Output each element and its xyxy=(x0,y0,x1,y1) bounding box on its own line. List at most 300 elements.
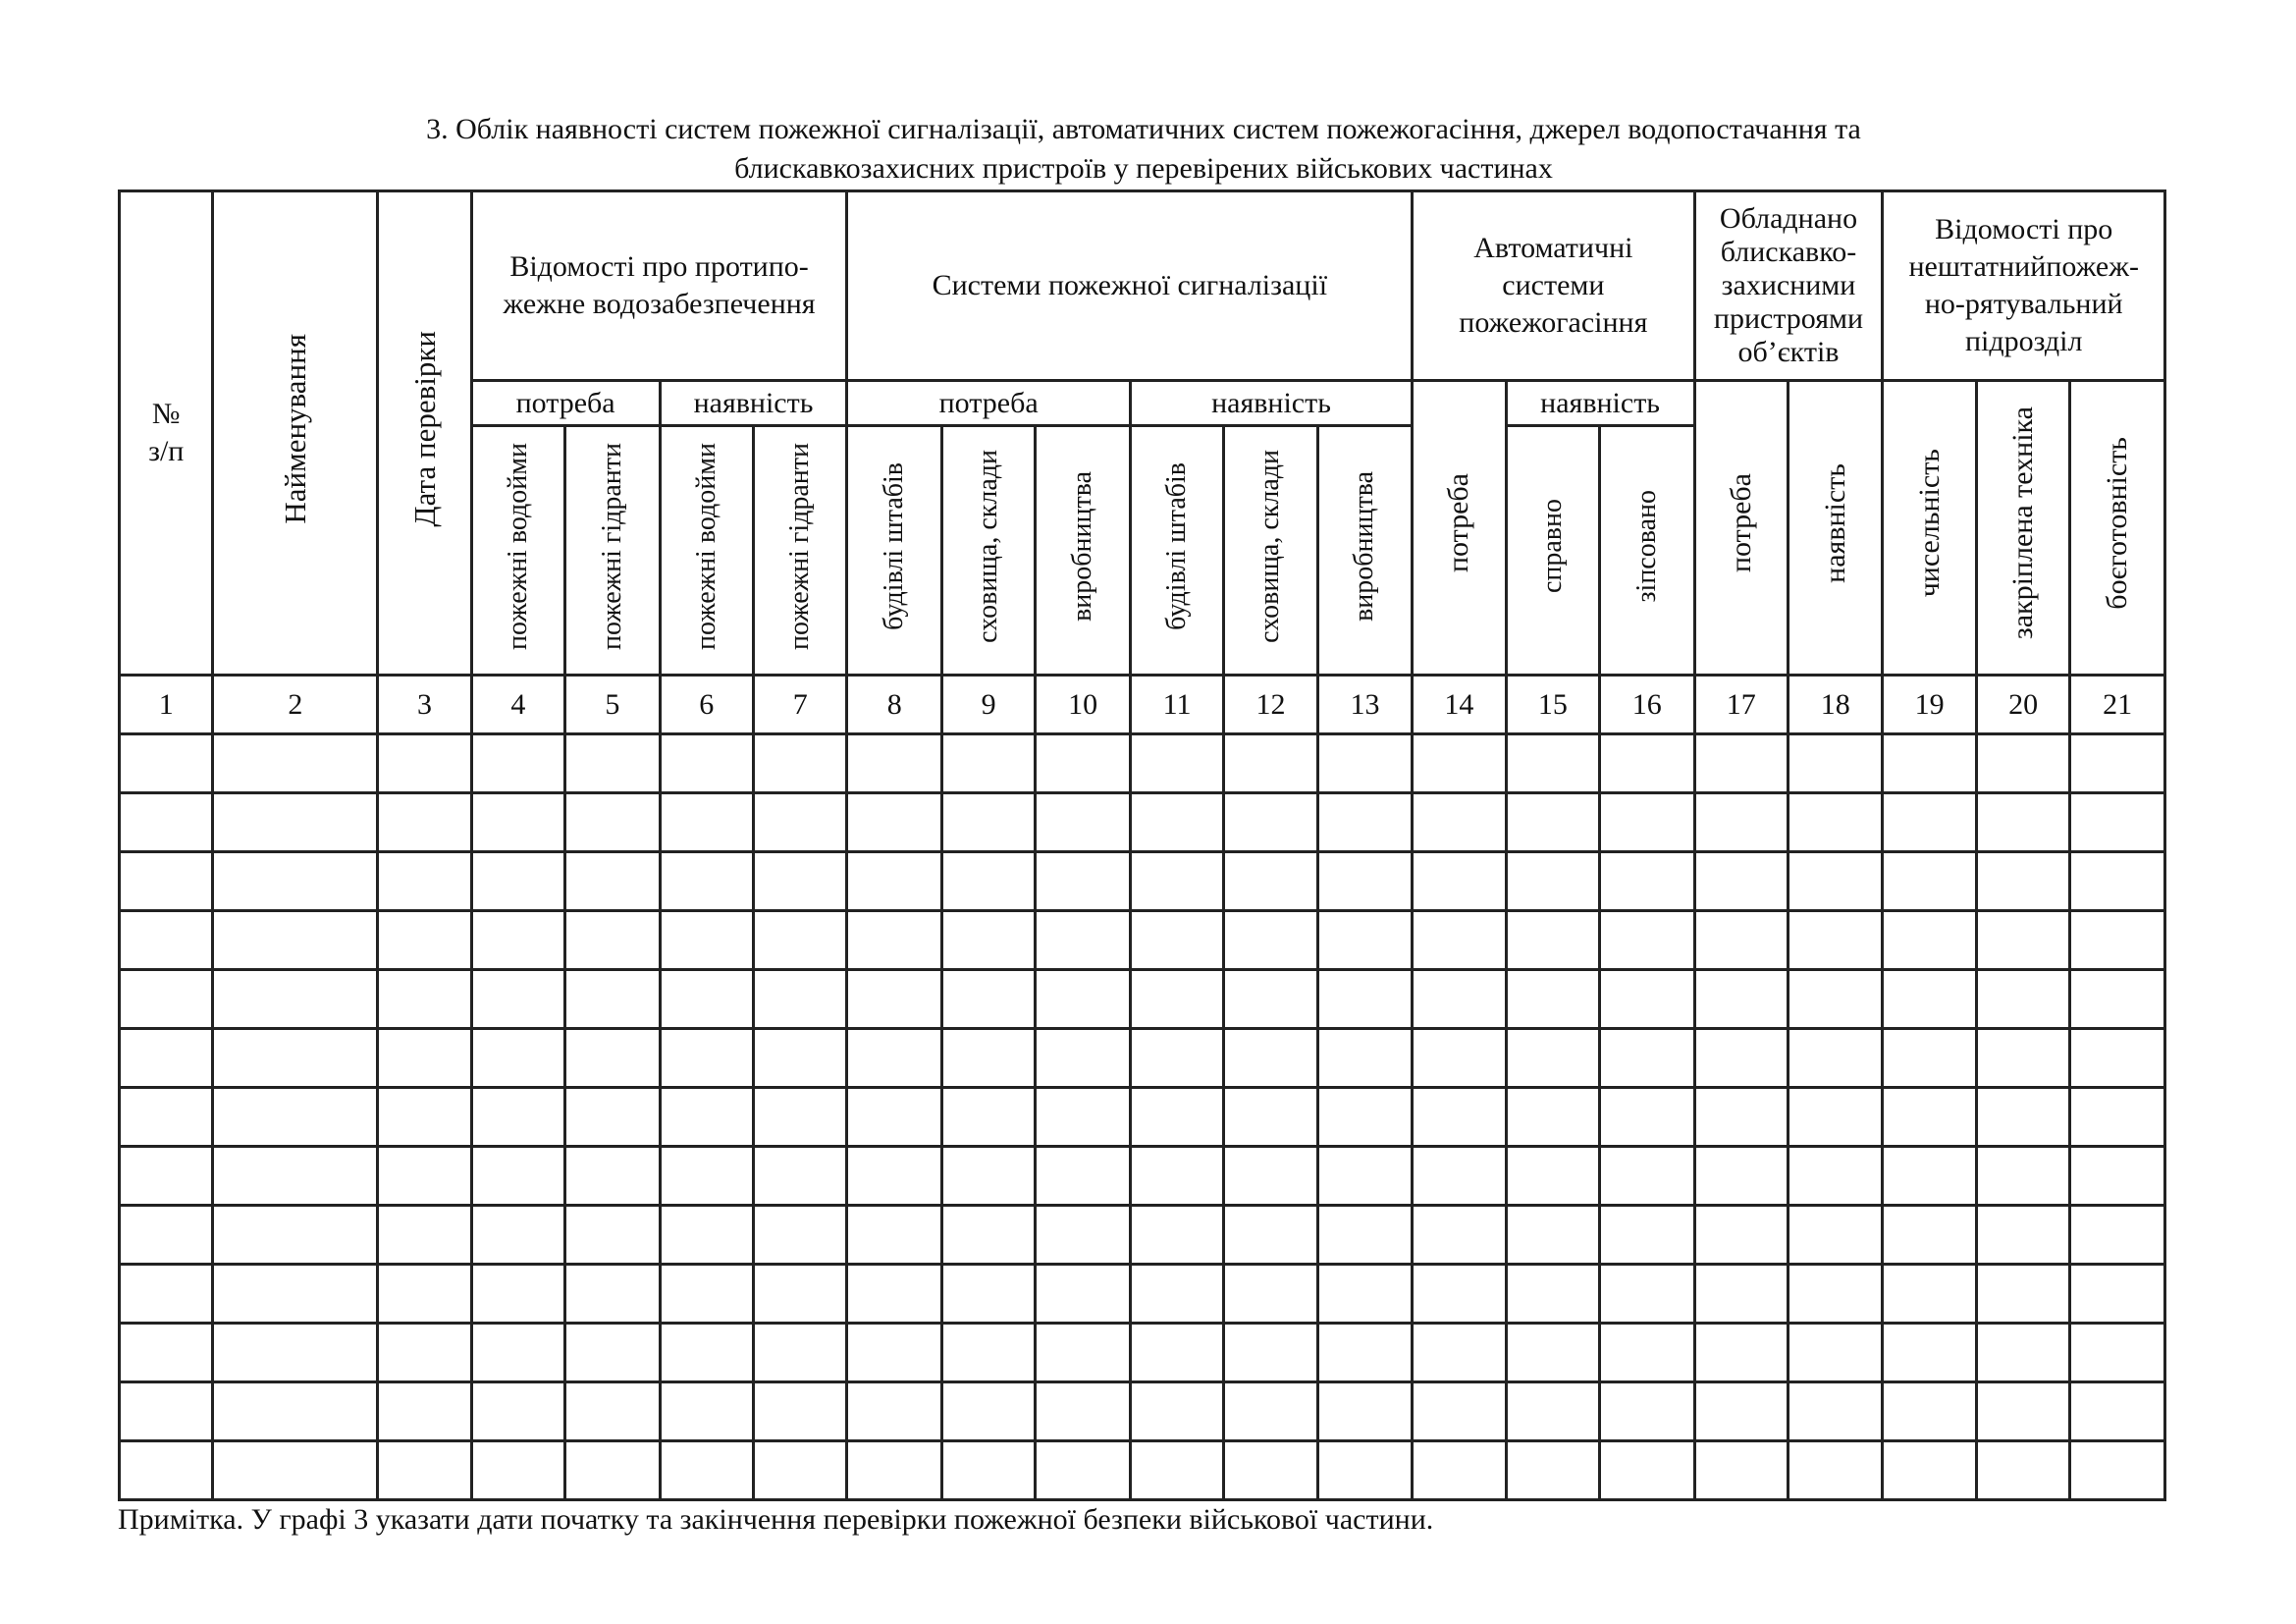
table-cell[interactable] xyxy=(1883,1265,1976,1324)
table-cell[interactable] xyxy=(1036,852,1130,911)
table-cell[interactable] xyxy=(1224,793,1317,852)
table-cell[interactable] xyxy=(941,1265,1035,1324)
header-auto-group: Автоматичні системи пожежогасіння xyxy=(1413,191,1694,381)
table-cell[interactable] xyxy=(1788,734,1882,793)
table-cell[interactable] xyxy=(1506,970,1599,1029)
table-cell[interactable] xyxy=(660,1206,753,1265)
header-alarm-col-13: виробництва xyxy=(1317,426,1413,676)
table-cell[interactable] xyxy=(1694,1324,1788,1382)
table-cell[interactable] xyxy=(1788,970,1882,1029)
table-cell[interactable] xyxy=(1976,1029,2069,1088)
table-cell[interactable] xyxy=(1883,734,1976,793)
table-cell[interactable] xyxy=(471,1029,564,1088)
table-cell[interactable] xyxy=(2070,911,2165,970)
table-cell[interactable] xyxy=(1506,793,1599,852)
table-cell[interactable] xyxy=(1036,1382,1130,1441)
table-cell[interactable] xyxy=(565,1265,660,1324)
table-cell[interactable] xyxy=(1976,970,2069,1029)
table-cell[interactable] xyxy=(753,1265,846,1324)
table-cell[interactable] xyxy=(471,1441,564,1500)
table-cell[interactable] xyxy=(847,1088,941,1147)
table-cell[interactable] xyxy=(2070,734,2165,793)
table-cell[interactable] xyxy=(565,1029,660,1088)
table-cell[interactable] xyxy=(847,1147,941,1206)
table-cell[interactable] xyxy=(660,852,753,911)
table-cell[interactable] xyxy=(120,911,213,970)
table-cell[interactable] xyxy=(1224,852,1317,911)
table-cell[interactable] xyxy=(378,1029,471,1088)
table-cell[interactable] xyxy=(1224,970,1317,1029)
table-cell[interactable] xyxy=(660,1088,753,1147)
table-cell[interactable] xyxy=(1976,1206,2069,1265)
table-cell[interactable] xyxy=(1883,1147,1976,1206)
table-cell[interactable] xyxy=(1413,1382,1506,1441)
table-cell[interactable] xyxy=(565,1088,660,1147)
table-cell[interactable] xyxy=(1317,1382,1413,1441)
table-cell[interactable] xyxy=(471,1382,564,1441)
table-cell[interactable] xyxy=(1600,1265,1694,1324)
table-cell[interactable] xyxy=(1224,1382,1317,1441)
table-cell[interactable] xyxy=(847,1441,941,1500)
table-cell[interactable] xyxy=(378,793,471,852)
table-cell[interactable] xyxy=(2070,1206,2165,1265)
table-cell[interactable] xyxy=(471,911,564,970)
table-cell[interactable] xyxy=(565,1147,660,1206)
table-cell[interactable] xyxy=(2070,1324,2165,1382)
table-cell[interactable] xyxy=(1883,1029,1976,1088)
table-cell[interactable] xyxy=(1506,911,1599,970)
table-cell[interactable] xyxy=(1600,970,1694,1029)
table-cell[interactable] xyxy=(120,1206,213,1265)
table-cell[interactable] xyxy=(941,1382,1035,1441)
table-cell[interactable] xyxy=(1506,1441,1599,1500)
table-cell[interactable] xyxy=(378,1147,471,1206)
table-cell[interactable] xyxy=(120,1265,213,1324)
table-cell[interactable] xyxy=(378,734,471,793)
table-cell[interactable] xyxy=(1036,1324,1130,1382)
table-cell[interactable] xyxy=(1694,1088,1788,1147)
column-number: 18 xyxy=(1788,676,1882,734)
table-cell[interactable] xyxy=(1788,1265,1882,1324)
table-cell[interactable] xyxy=(565,911,660,970)
table-cell[interactable] xyxy=(1036,970,1130,1029)
table-cell[interactable] xyxy=(1224,1441,1317,1500)
table-cell[interactable] xyxy=(1976,1382,2069,1441)
table-cell[interactable] xyxy=(753,1029,846,1088)
column-number: 11 xyxy=(1130,676,1223,734)
header-alarm-have: наявність xyxy=(1130,381,1412,426)
table-cell[interactable] xyxy=(1883,1441,1976,1500)
table-cell[interactable] xyxy=(378,1382,471,1441)
table-cell[interactable] xyxy=(1224,1029,1317,1088)
table-cell[interactable] xyxy=(471,852,564,911)
table-cell[interactable] xyxy=(660,793,753,852)
table-cell[interactable] xyxy=(1317,1029,1413,1088)
table-cell[interactable] xyxy=(213,1441,378,1500)
table-cell[interactable] xyxy=(1413,1029,1506,1088)
table-cell[interactable] xyxy=(213,970,378,1029)
table-cell[interactable] xyxy=(753,793,846,852)
table-cell[interactable] xyxy=(1413,1265,1506,1324)
table-cell[interactable] xyxy=(1788,1441,1882,1500)
table-cell[interactable] xyxy=(1506,852,1599,911)
table-cell[interactable] xyxy=(660,1265,753,1324)
table-cell[interactable] xyxy=(753,1147,846,1206)
table-cell[interactable] xyxy=(213,1088,378,1147)
table-cell[interactable] xyxy=(1883,1324,1976,1382)
table-cell[interactable] xyxy=(1600,793,1694,852)
table-cell[interactable] xyxy=(1413,852,1506,911)
table-cell[interactable] xyxy=(1976,1265,2069,1324)
table-cell[interactable] xyxy=(1694,1441,1788,1500)
table-cell[interactable] xyxy=(1130,734,1223,793)
table-cell[interactable] xyxy=(941,970,1035,1029)
table-cell[interactable] xyxy=(1694,911,1788,970)
table-cell[interactable] xyxy=(2070,793,2165,852)
column-number: 9 xyxy=(941,676,1035,734)
table-cell[interactable] xyxy=(1317,1088,1413,1147)
table-cell[interactable] xyxy=(1788,1088,1882,1147)
table-cell[interactable] xyxy=(565,734,660,793)
table-cell[interactable] xyxy=(1694,1265,1788,1324)
table-cell[interactable] xyxy=(847,1029,941,1088)
table-cell[interactable] xyxy=(1036,1441,1130,1500)
table-cell[interactable] xyxy=(1224,1265,1317,1324)
header-lightning-have: наявність xyxy=(1788,381,1882,676)
table-cell[interactable] xyxy=(565,852,660,911)
table-cell[interactable] xyxy=(1788,852,1882,911)
header-date: Дата перевірки xyxy=(378,191,471,676)
table-cell[interactable] xyxy=(213,1147,378,1206)
table-cell[interactable] xyxy=(1788,911,1882,970)
table-cell[interactable] xyxy=(1694,1206,1788,1265)
table-cell[interactable] xyxy=(471,793,564,852)
table-cell[interactable] xyxy=(1506,1029,1599,1088)
table-cell[interactable] xyxy=(660,1441,753,1500)
table-cell[interactable] xyxy=(941,793,1035,852)
table-cell[interactable] xyxy=(213,852,378,911)
table-cell[interactable] xyxy=(1694,1147,1788,1206)
table-cell[interactable] xyxy=(941,1029,1035,1088)
table-cell[interactable] xyxy=(1600,1441,1694,1500)
table-cell[interactable] xyxy=(1600,734,1694,793)
table-cell[interactable] xyxy=(1976,793,2069,852)
table-cell[interactable] xyxy=(213,911,378,970)
table-cell[interactable] xyxy=(1600,1088,1694,1147)
table-cell[interactable] xyxy=(660,911,753,970)
table-cell[interactable] xyxy=(1976,1147,2069,1206)
table-cell[interactable] xyxy=(1600,1382,1694,1441)
table-cell[interactable] xyxy=(1694,734,1788,793)
table-cell[interactable] xyxy=(213,793,378,852)
table-cell[interactable] xyxy=(1976,911,2069,970)
table-cell[interactable] xyxy=(1788,793,1882,852)
table-cell[interactable] xyxy=(753,1441,846,1500)
table-cell[interactable] xyxy=(1317,852,1413,911)
table-cell[interactable] xyxy=(378,1265,471,1324)
table-cell[interactable] xyxy=(565,1206,660,1265)
table-cell[interactable] xyxy=(1036,1147,1130,1206)
table-cell[interactable] xyxy=(1317,1324,1413,1382)
table-cell[interactable] xyxy=(471,1206,564,1265)
header-water-col-7: пожежні гідранти xyxy=(753,426,846,676)
table-cell[interactable] xyxy=(1317,734,1413,793)
table-cell[interactable] xyxy=(1600,1147,1694,1206)
table-cell[interactable] xyxy=(378,970,471,1029)
table-cell[interactable] xyxy=(1883,970,1976,1029)
table-cell[interactable] xyxy=(1600,1029,1694,1088)
table-cell[interactable] xyxy=(1976,734,2069,793)
table-cell[interactable] xyxy=(471,734,564,793)
table-cell[interactable] xyxy=(1788,1029,1882,1088)
header-water-col-4: пожежні водойми xyxy=(471,426,564,676)
table-cell[interactable] xyxy=(1694,852,1788,911)
table-cell[interactable] xyxy=(847,911,941,970)
table-cell[interactable] xyxy=(1694,1029,1788,1088)
table-cell[interactable] xyxy=(1976,1324,2069,1382)
table-cell[interactable] xyxy=(1130,1324,1223,1382)
table-cell[interactable] xyxy=(941,911,1035,970)
table-cell[interactable] xyxy=(1224,734,1317,793)
column-number-row-cells xyxy=(120,676,2165,734)
table-cell[interactable] xyxy=(1413,793,1506,852)
header-water-col-5: пожежні гідранти xyxy=(565,426,660,676)
header-water-col-6: пожежні водойми xyxy=(660,426,753,676)
table-cell[interactable] xyxy=(847,1206,941,1265)
fire-safety-table xyxy=(118,189,2166,1501)
table-cell[interactable] xyxy=(1413,970,1506,1029)
table-cell[interactable] xyxy=(753,911,846,970)
table-cell[interactable] xyxy=(1883,793,1976,852)
table-cell[interactable] xyxy=(565,970,660,1029)
table-cell[interactable] xyxy=(213,1206,378,1265)
table-cell[interactable] xyxy=(941,1147,1035,1206)
table-cell[interactable] xyxy=(753,1324,846,1382)
table-cell[interactable] xyxy=(565,793,660,852)
table-cell[interactable] xyxy=(1694,793,1788,852)
table-cell[interactable] xyxy=(1317,1206,1413,1265)
table-cell[interactable] xyxy=(1130,1265,1223,1324)
table-cell[interactable] xyxy=(1130,1029,1223,1088)
column-number: 3 xyxy=(378,676,471,734)
table-cell[interactable] xyxy=(378,852,471,911)
table-cell[interactable] xyxy=(1600,1324,1694,1382)
table-cell[interactable] xyxy=(1976,852,2069,911)
table-cell[interactable] xyxy=(2070,1029,2165,1088)
table-cell[interactable] xyxy=(471,1088,564,1147)
table-cell[interactable] xyxy=(1317,911,1413,970)
table-cell[interactable] xyxy=(1976,1088,2069,1147)
table-cell[interactable] xyxy=(378,1324,471,1382)
table-cell[interactable] xyxy=(1883,1382,1976,1441)
table-cell[interactable] xyxy=(1413,1441,1506,1500)
table-cell[interactable] xyxy=(1413,1147,1506,1206)
table-cell[interactable] xyxy=(1506,1382,1599,1441)
table-cell[interactable] xyxy=(1130,852,1223,911)
table-cell[interactable] xyxy=(660,734,753,793)
table-cell[interactable] xyxy=(1413,1088,1506,1147)
column-number: 1 xyxy=(120,676,213,734)
table-cell[interactable] xyxy=(753,1088,846,1147)
table-cell[interactable] xyxy=(1506,1324,1599,1382)
header-alarm-col-12: сховища, склади xyxy=(1224,426,1317,676)
table-cell[interactable] xyxy=(1413,1324,1506,1382)
table-cell[interactable] xyxy=(213,1382,378,1441)
table-cell[interactable] xyxy=(941,1441,1035,1500)
table-cell[interactable] xyxy=(378,911,471,970)
table-cell[interactable] xyxy=(1317,970,1413,1029)
table-cell[interactable] xyxy=(565,1324,660,1382)
table-cell[interactable] xyxy=(941,734,1035,793)
table-cell[interactable] xyxy=(941,1324,1035,1382)
table-cell[interactable] xyxy=(660,970,753,1029)
table-cell[interactable] xyxy=(941,852,1035,911)
table-cell[interactable] xyxy=(660,1324,753,1382)
table-cell[interactable] xyxy=(941,1088,1035,1147)
table-cell[interactable] xyxy=(1224,1147,1317,1206)
table-cell[interactable] xyxy=(1506,1206,1599,1265)
table-cell[interactable] xyxy=(847,734,941,793)
table-cell[interactable] xyxy=(660,1029,753,1088)
table-cell[interactable] xyxy=(1788,1206,1882,1265)
table-cell[interactable] xyxy=(1036,734,1130,793)
table-cell[interactable] xyxy=(471,1265,564,1324)
table-cell[interactable] xyxy=(1036,1265,1130,1324)
header-number: № з/п xyxy=(120,191,213,676)
table-cell[interactable] xyxy=(1600,1206,1694,1265)
table-cell[interactable] xyxy=(941,1206,1035,1265)
table-cell[interactable] xyxy=(753,852,846,911)
table-cell[interactable] xyxy=(2070,1265,2165,1324)
table-cell[interactable] xyxy=(1788,1324,1882,1382)
table-cell[interactable] xyxy=(120,1324,213,1382)
table-cell[interactable] xyxy=(1130,793,1223,852)
table-cell[interactable] xyxy=(1506,734,1599,793)
table-cell[interactable] xyxy=(1694,1382,1788,1441)
table-cell[interactable] xyxy=(1413,1206,1506,1265)
table-cell[interactable] xyxy=(213,1029,378,1088)
table-cell[interactable] xyxy=(1788,1147,1882,1206)
table-cell[interactable] xyxy=(1883,852,1976,911)
table-cell[interactable] xyxy=(1036,793,1130,852)
table-cell[interactable] xyxy=(213,1324,378,1382)
table-cell[interactable] xyxy=(660,1147,753,1206)
header-alarm-need: потреба xyxy=(847,381,1130,426)
table-cell[interactable] xyxy=(753,1382,846,1441)
table-cell[interactable] xyxy=(1788,1382,1882,1441)
table-cell[interactable] xyxy=(1317,1265,1413,1324)
table-cell[interactable] xyxy=(2070,852,2165,911)
header-alarm-col-8: будівлі штабів xyxy=(847,426,941,676)
table-cell[interactable] xyxy=(120,1382,213,1441)
table-cell[interactable] xyxy=(1130,1382,1223,1441)
table-cell[interactable] xyxy=(120,970,213,1029)
table-cell[interactable] xyxy=(847,852,941,911)
table-cell[interactable] xyxy=(1036,1088,1130,1147)
table-cell[interactable] xyxy=(378,1088,471,1147)
table-cell[interactable] xyxy=(753,734,846,793)
table-cell[interactable] xyxy=(753,970,846,1029)
table-cell[interactable] xyxy=(1130,1441,1223,1500)
table-cell[interactable] xyxy=(2070,1088,2165,1147)
table-cell[interactable] xyxy=(1130,1088,1223,1147)
header-auto-col-16: зіпсовано xyxy=(1600,426,1694,676)
table-cell[interactable] xyxy=(1036,911,1130,970)
table-cell[interactable] xyxy=(471,970,564,1029)
table-cell[interactable] xyxy=(120,1029,213,1088)
table-cell[interactable] xyxy=(1413,911,1506,970)
table-cell[interactable] xyxy=(1976,1441,2069,1500)
table-cell[interactable] xyxy=(847,1382,941,1441)
header-name: Найменування xyxy=(213,191,378,676)
table-cell[interactable] xyxy=(1130,911,1223,970)
table-cell[interactable] xyxy=(1317,1147,1413,1206)
table-row xyxy=(120,1147,2165,1206)
table-cell[interactable] xyxy=(847,1265,941,1324)
table-cell[interactable] xyxy=(1506,1265,1599,1324)
table-cell[interactable] xyxy=(120,1441,213,1500)
table-cell[interactable] xyxy=(565,1441,660,1500)
table-cell[interactable] xyxy=(2070,1441,2165,1500)
table-cell[interactable] xyxy=(1600,911,1694,970)
table-cell[interactable] xyxy=(1506,1088,1599,1147)
table-cell[interactable] xyxy=(1883,1088,1976,1147)
table-cell[interactable] xyxy=(1883,1206,1976,1265)
table-row xyxy=(120,1088,2165,1147)
table-cell[interactable] xyxy=(1506,1147,1599,1206)
table-cell[interactable] xyxy=(1224,1324,1317,1382)
table-cell[interactable] xyxy=(1130,970,1223,1029)
table-cell[interactable] xyxy=(1694,970,1788,1029)
table-cell[interactable] xyxy=(2070,1147,2165,1206)
table-cell[interactable] xyxy=(1224,911,1317,970)
table-cell[interactable] xyxy=(213,734,378,793)
table-cell[interactable] xyxy=(1317,793,1413,852)
table-cell[interactable] xyxy=(1036,1206,1130,1265)
table-cell[interactable] xyxy=(120,734,213,793)
table-cell[interactable] xyxy=(378,1441,471,1500)
column-number: 4 xyxy=(471,676,564,734)
table-cell[interactable] xyxy=(847,970,941,1029)
table-cell[interactable] xyxy=(2070,1382,2165,1441)
table-cell[interactable] xyxy=(1036,1029,1130,1088)
table-cell[interactable] xyxy=(213,1265,378,1324)
table-cell[interactable] xyxy=(847,793,941,852)
table-cell[interactable] xyxy=(753,1206,846,1265)
table-cell[interactable] xyxy=(1317,1441,1413,1500)
table-cell[interactable] xyxy=(378,1206,471,1265)
table-cell[interactable] xyxy=(1130,1206,1223,1265)
table-cell[interactable] xyxy=(471,1147,564,1206)
column-number: 17 xyxy=(1694,676,1788,734)
table-cell[interactable] xyxy=(2070,970,2165,1029)
table-cell[interactable] xyxy=(120,793,213,852)
table-cell[interactable] xyxy=(847,1324,941,1382)
table-cell[interactable] xyxy=(471,1324,564,1382)
table-cell[interactable] xyxy=(120,1147,213,1206)
table-cell[interactable] xyxy=(120,1088,213,1147)
table-cell[interactable] xyxy=(1224,1088,1317,1147)
table-cell[interactable] xyxy=(1413,734,1506,793)
table-cell[interactable] xyxy=(1224,1206,1317,1265)
table-cell[interactable] xyxy=(1883,911,1976,970)
table-row xyxy=(120,1382,2165,1441)
table-cell[interactable] xyxy=(660,1382,753,1441)
table-cell[interactable] xyxy=(565,1382,660,1441)
table-cell[interactable] xyxy=(1600,852,1694,911)
table-cell[interactable] xyxy=(120,852,213,911)
table-cell[interactable] xyxy=(1130,1147,1223,1206)
